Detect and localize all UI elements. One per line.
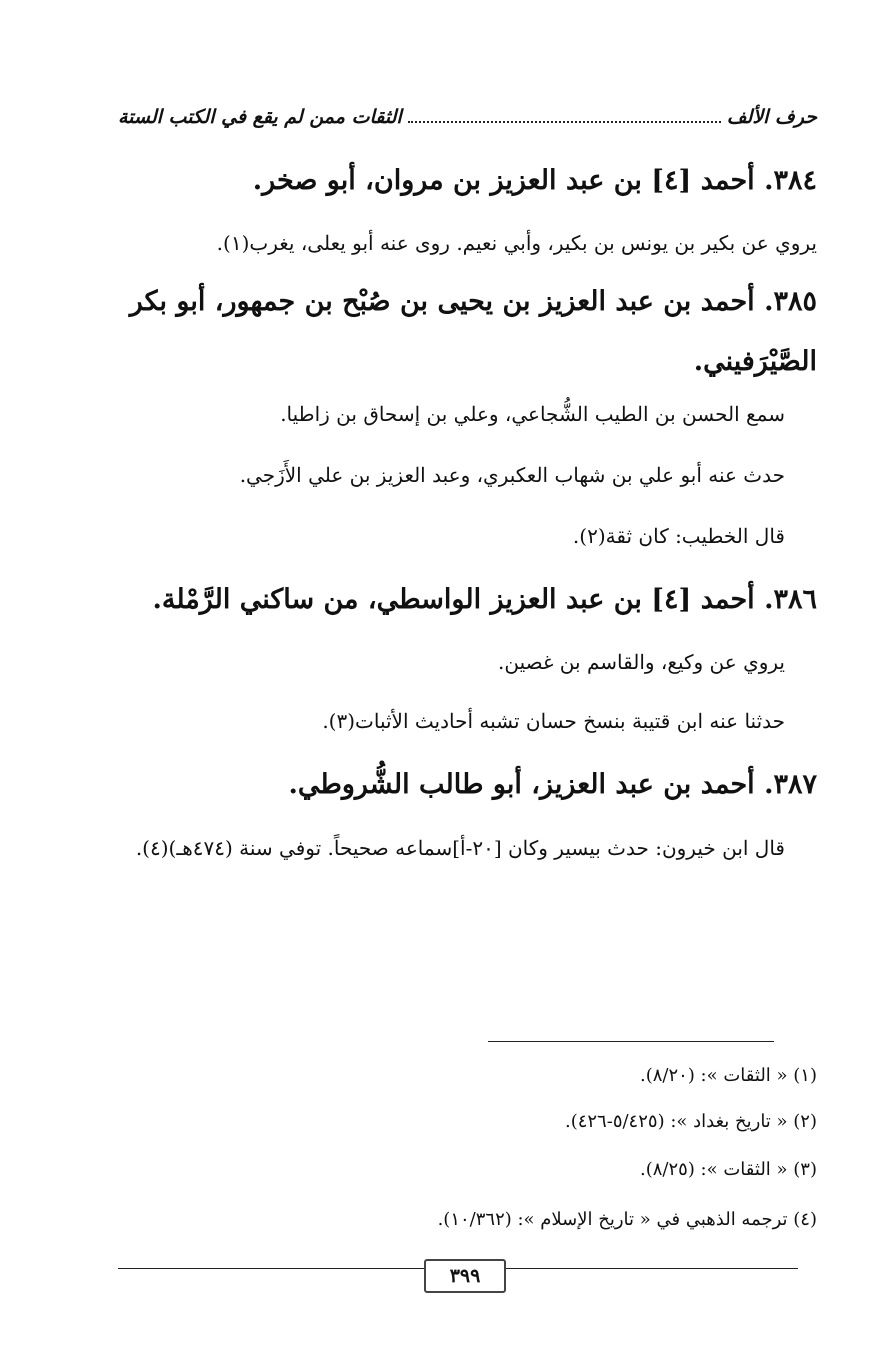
header-leader-dots: [408, 121, 721, 123]
entry-text: حدثنا عنه ابن قتيبة بنسخ حسان تشبه أحاديث الأثبات(٣).: [322, 709, 785, 733]
footnote: (٣) « الثقات »: (٨/٢٥).: [639, 1159, 817, 1180]
footnote: (١) « الثقات »: (٨/٢٠).: [639, 1065, 817, 1086]
footnote-separator: [488, 1041, 774, 1042]
entry-heading: ٣٨٤. أحمد [٤] بن عبد العزيز بن مروان، أبو صخر.: [252, 165, 817, 196]
entry-text: حدث عنه أبو علي بن شهاب العكبري، وعبد العزيز بن علي الأَزَجي.: [239, 463, 785, 487]
book-title: الثقات ممن لم يقع في الكتب الستة: [118, 106, 402, 128]
entry-text: قال الخطيب: كان ثقة(٢).: [572, 524, 785, 548]
entry-text: سمع الحسن بن الطيب الشُّجاعي، وعلي بن إسحاق بن زاطيا.: [280, 402, 785, 426]
page-number: ٣٩٩: [424, 1259, 506, 1293]
running-header: [118, 100, 817, 134]
entry-text: يروي عن وكيع، والقاسم بن غصين.: [498, 650, 785, 674]
entry-text: قال ابن خيرون: حدث بيسير وكان [٢٠-أ]سماعه صحيحاً. توفي سنة (٤٧٤هـ)(٤).: [135, 836, 785, 860]
entry-heading: ٣٨٥. أحمد بن عبد العزيز بن يحيى بن صُبْح بن جمهور، أبو بكر الصَّيْرَفيني.: [129, 286, 817, 377]
entry-heading: ٣٨٦. أحمد [٤] بن عبد العزيز الواسطي، من ساكني الرَّمْلة.: [152, 584, 817, 615]
entry-text: يروي عن بكير بن يونس بن بكير، وأبي نعيم. روى عنه أبو يعلى، يغرب(١).: [216, 231, 817, 255]
footnote: (٤) ترجمه الذهبي في « تاريخ الإسلام »: (١٠/٣٦٢).: [437, 1209, 817, 1230]
chapter-title: حرف الألف: [726, 106, 817, 128]
footnote: (٢) « تاريخ بغداد »: (٥/٤٢٥-٤٢٦).: [564, 1111, 817, 1132]
entry-heading: ٣٨٧. أحمد بن عبد العزيز، أبو طالب الشُّروطي.: [288, 769, 817, 800]
